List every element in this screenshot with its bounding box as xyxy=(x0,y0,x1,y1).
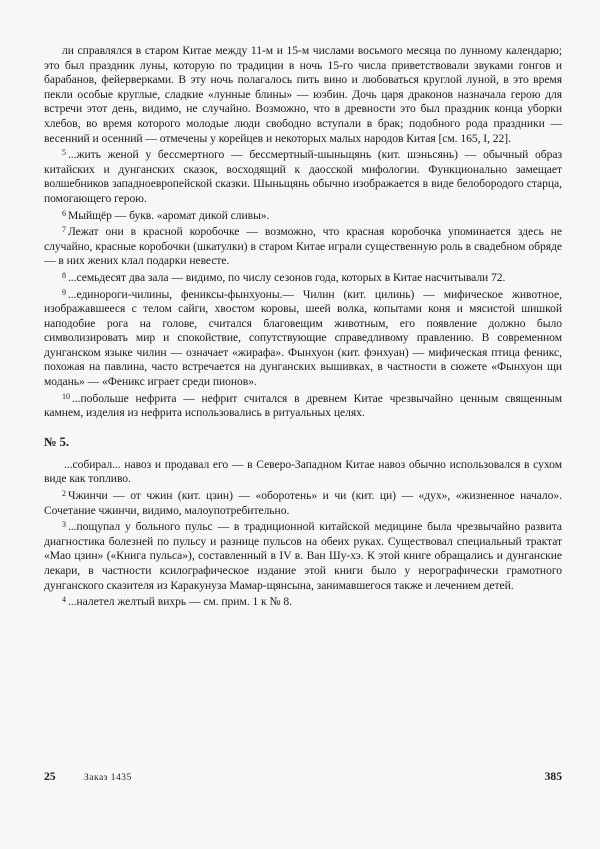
note-number: 8 xyxy=(62,270,66,280)
note-8 xyxy=(44,269,562,286)
note-10 xyxy=(44,390,562,421)
note-text: Мыйщёр — букв. «аромат дикой сливы». xyxy=(67,208,270,222)
note-1 xyxy=(44,456,562,487)
note-2 xyxy=(44,487,562,518)
note-number: 10 xyxy=(62,391,70,401)
section-heading: № 5. xyxy=(44,434,70,449)
notes-block-top xyxy=(44,44,562,421)
note-number: 3 xyxy=(62,520,66,530)
note-number: 4 xyxy=(62,595,66,605)
print-order: Заказ 1435 xyxy=(84,773,132,783)
note-number: 7 xyxy=(62,225,66,235)
note-number: 9 xyxy=(62,287,66,297)
note-5 xyxy=(44,146,562,206)
note-4 xyxy=(44,593,562,610)
note-text: ...единороги-чилины, фениксы-фынхуоны.— Чилин (кит. цилинь) — мифическое животное, изображавшееся с телом сайги, хвостом коровы, шеей волка, копытами коня и мясистой шишкой наподобие рога на голове, считался благовещим животным, его появление должно было символизировать мир и спокойствие, сопутствующие справедливому правлению. В современном дунганском языке чилин — означает «жирафа». Фынхуон (кит. фэнхуан) — мифическая птица феникс, похожая на павлина, часто встречается на дунганских вышивках, в частности в сюжете «Фынхуон щи модань» — «Феникс играет среди пионов». xyxy=(44,287,562,389)
note-text: Чжинчи — от чжин (кит. цзин) — «оборотень» и чи (кит. ци) — «дух», «жизненное начало». Сочетание чжинчи, видимо, малоупотребительно. xyxy=(44,489,562,517)
note-7 xyxy=(44,223,562,269)
note-continuation xyxy=(44,44,562,146)
page-number: 385 xyxy=(544,770,562,783)
note-text: ...налетел желтый вихрь — см. прим. 1 к № 8. xyxy=(67,595,292,609)
note-text: ли справлялся в старом Китае между 11-м и 15-м числами восьмого месяца по лунному календарю; это был праздник луны, которую по традиции в ночь 15-го числа приветствовали звуками гонгов и барабанов, фейерверками. В эту ночь полагалось пить вино и любоваться круглой луной, в это время пекли особые круглые, сладкие «лунные блины» — юэбин. Дочь царя драконов назначала герою для встречи этот день, видимо, не случайно. Возможно, что в древности это был праздник конца уборки хлебов, во время которого молодые люди свободно вступали в брак; подобного рода праздники — весенний и осенний — отмечены у корейцев и некоторых малых народов Китая [см. 165, I, 22]. xyxy=(44,44,562,145)
note-text: ...собирал... навоз и продавал его — в Северо-Западном Китае навоз обычно использовался в сухом виде как топливо. xyxy=(44,457,562,486)
note-text: ...пощупал у больного пульс — в традиционной китайской медицине была чрезвычайно развита диагностика болезней по пульсу и разнице пульсов на обеих руках. Существовал специальный трактат «Мао цзин» («Книга пульса»), составленный в IV в. Ван Шу-хэ. К этой книге обращались и дунганские лекари, в частности ксилографическое издание этой книги было у нерографически грамотного дунганского сказителя из Каракунуза Мамар-щянсына, занимавшегося также и лечением детей. xyxy=(44,520,562,592)
note-number: 2 xyxy=(62,489,66,499)
note-number: 6 xyxy=(62,208,66,218)
note-text: ...побольше нефрита — нефрит считался в древнем Китае чрезвычайно ценным священным камнем, изделия из нефрита использовались в ритуальных целях. xyxy=(44,391,562,420)
page-footer xyxy=(44,770,562,783)
note-text: Лежат они в красной коробочке — возможно, что красная коробочка упоминается здесь не случайно, красные коробочки (шкатулки) в старом Китае играли существенную роль в свадебном обряде — в них жених клал подарки невесте. xyxy=(44,225,562,268)
note-text: ...жить женой у бессмертного — бессмертный-шыньщянь (кит. шэньсянь) — обычный образ китайских и дунганских сказок, восходящий к даосской мифологии. Функционально замещает волшебников западноевропейской сказки. Шыньщянь обычно изображается в виде белобородого старца, помогающего герою. xyxy=(44,148,562,205)
notes-block-bottom xyxy=(44,456,562,610)
signature-mark: 25 xyxy=(44,770,56,783)
note-6 xyxy=(44,207,562,224)
note-number: 5 xyxy=(62,148,66,158)
note-3 xyxy=(44,518,562,593)
note-9 xyxy=(44,286,562,390)
note-text: ...семьдесят два зала — видимо, по числу сезонов года, которых в Китае насчитывали 72. xyxy=(67,270,506,284)
